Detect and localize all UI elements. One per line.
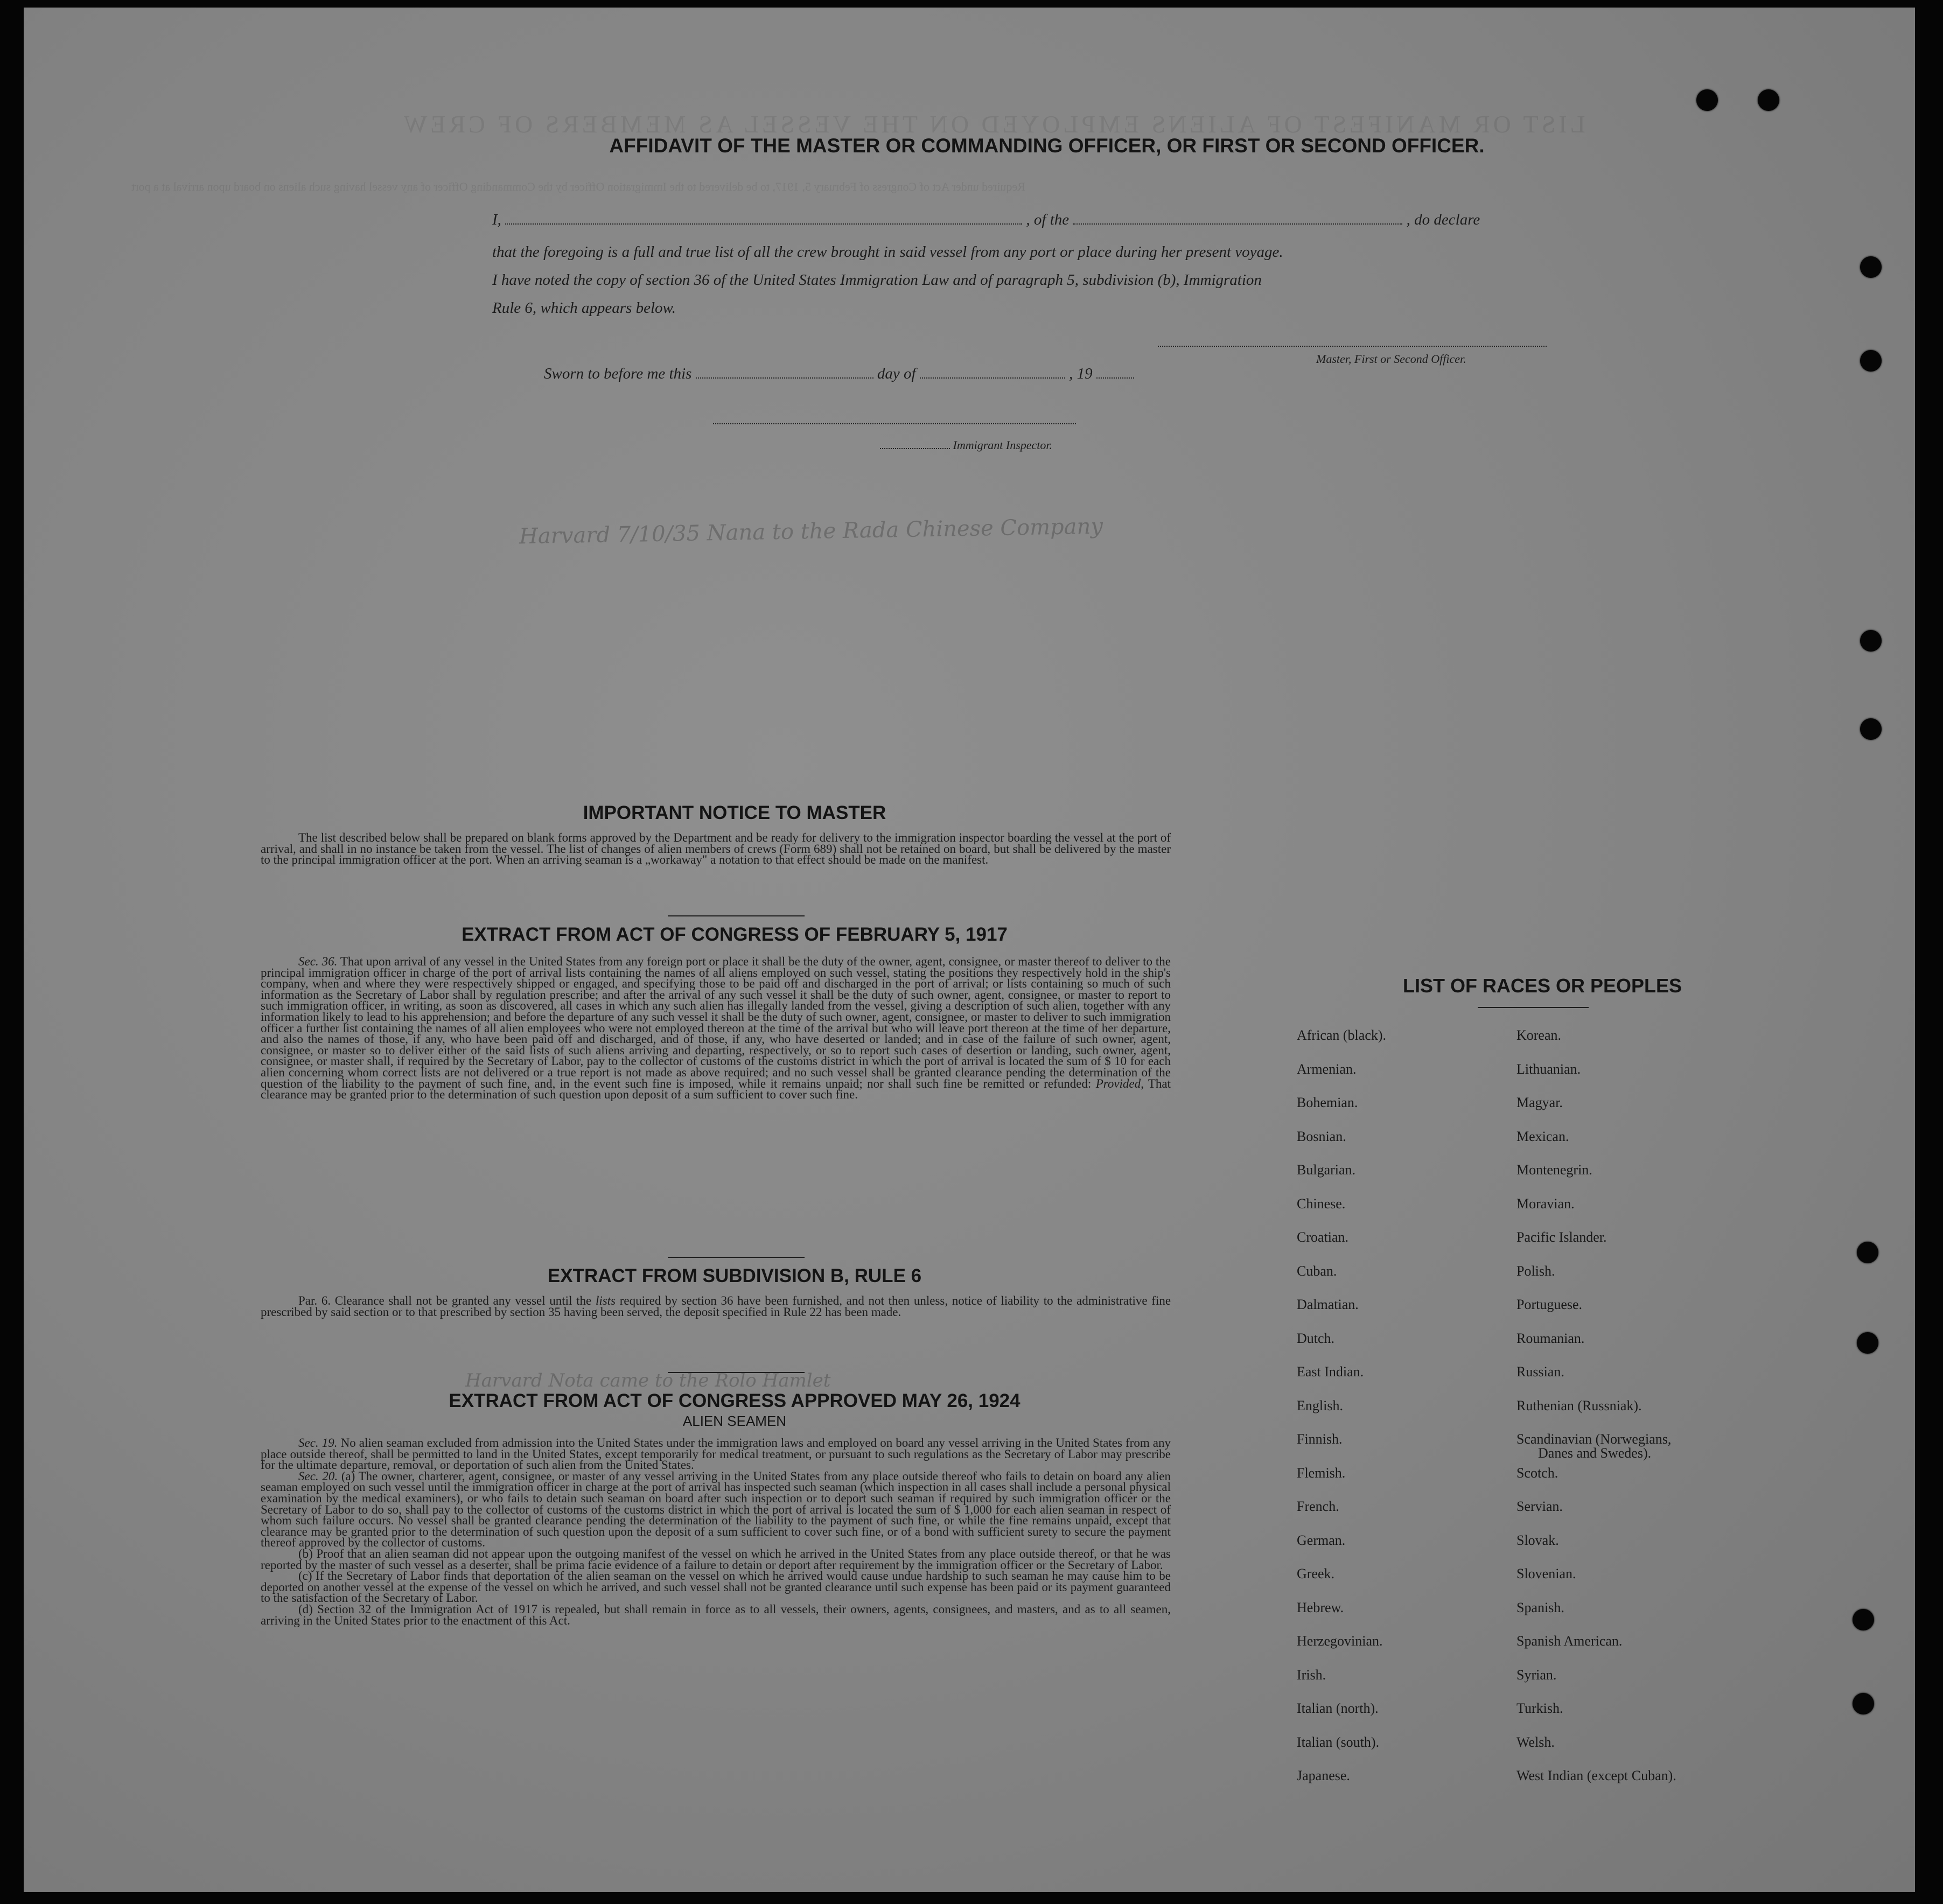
race-item: Servian. xyxy=(1516,1499,1563,1514)
punch-hole xyxy=(1860,718,1882,740)
affidavit-i-label: I, xyxy=(492,211,501,228)
punch-hole xyxy=(1860,256,1882,278)
race-item: Syrian. xyxy=(1516,1667,1557,1683)
race-item: Bohemian. xyxy=(1297,1095,1358,1110)
affidavit-title: AFFIDAVIT OF THE MASTER OR COMMANDING OFFICER, OR FIRST OR SECOND OFFICER. xyxy=(609,135,1485,157)
race-item: Scandinavian (Norwegians, xyxy=(1516,1431,1672,1447)
rule6-lists-word: lists xyxy=(595,1294,616,1307)
rule6-title: EXTRACT FROM SUBDIVISION B, RULE 6 xyxy=(547,1265,922,1286)
punch-hole xyxy=(1857,1332,1878,1354)
race-item: German. xyxy=(1297,1532,1346,1548)
race-item: Spanish. xyxy=(1516,1599,1564,1615)
race-item: Russian. xyxy=(1516,1364,1564,1380)
race-item: Greek. xyxy=(1297,1566,1335,1581)
punch-hole xyxy=(1853,1693,1874,1714)
sworn-day-field[interactable] xyxy=(696,367,873,379)
faint-handwriting: Harvard Nota came to the Rolo Hamlet xyxy=(465,1370,831,1391)
race-item: Irish. xyxy=(1297,1667,1326,1683)
race-item: Finnish. xyxy=(1297,1431,1343,1447)
race-item: Lithuanian. xyxy=(1516,1061,1581,1077)
race-item: West Indian (except Cuban). xyxy=(1516,1768,1676,1783)
punch-hole xyxy=(1853,1609,1874,1630)
act-1924-text xyxy=(261,1438,1171,1626)
race-item: Polish. xyxy=(1516,1263,1555,1279)
bleed-through-text: Required under Act of Congress of February 5, 1917, to be delivered to the Immigration Officer by the Commanding Officer of any vessel having such aliens on board upon arrival at a port xyxy=(131,180,1025,193)
inspector-line xyxy=(880,438,1052,452)
race-item: Chinese. xyxy=(1297,1195,1346,1212)
sworn-prefix: Sworn to before me this xyxy=(544,365,692,382)
affidavit-declaration-line xyxy=(492,211,1549,229)
master-signature-label: Master, First or Second Officer. xyxy=(1316,352,1466,366)
section-divider xyxy=(668,1257,805,1258)
race-item: Portuguese. xyxy=(1516,1297,1583,1312)
faint-handwriting: Harvard 7/10/35 Nana to the Rada Chinese Company xyxy=(519,514,1103,549)
race-item: English. xyxy=(1297,1397,1343,1413)
race-item: Danes and Swedes). xyxy=(1538,1445,1652,1461)
act-1924-sec19-text: No alien seaman excluded from admission into the United States under the immigration laws and employed on board any vessel arriving in the United States from any place outside thereof, shall be permitted to land in the United States, except temporarily for medical treatment, or pursuant to such regulations as the Secretary of Labor may prescribe for the ultimate departure, removal, or deportation of such alien from the United States. xyxy=(261,1436,1171,1472)
act-1924-sec19-paragraph xyxy=(261,1438,1171,1471)
document-page xyxy=(24,8,1915,1892)
affidavit-line-4: Rule 6, which appears below. xyxy=(492,299,676,317)
inspector-signature-line[interactable] xyxy=(713,423,1076,424)
race-item: Roumanian. xyxy=(1516,1330,1585,1346)
act-1924-subtitle: ALIEN SEAMEN xyxy=(682,1413,787,1429)
race-item: Slovak. xyxy=(1516,1532,1559,1548)
race-item: Herzegovinian. xyxy=(1297,1633,1383,1649)
race-item: Moravian. xyxy=(1516,1195,1575,1212)
race-item: Croatian. xyxy=(1297,1229,1349,1245)
act-1917-text-a: That upon arrival of any vessel in the United States from any foreign port or place it shall be the duty of the owner, agent, consignee, or master thereof to deliver to the principal immigration officer in charge of the port of arrival lists containing the names of all aliens employed on such vessel, stating the positions they respectively hold in the ship's company, when and where they were respectively shipped or engaged, and specifying those to be paid off and discharged in the port of arrival; or lists containing so much of such information as the Secretary of Labor shall by regulation prescribe; and after the arrival of any such vessel it shall be the duty of such owner, agent, consignee, or master to report to such immigration officer, in writing, as soon as discovered, all cases in which any such alien has illegally landed from the vessel, giving a description of such alien, together with any information likely to lead to his apprehension; and before the departure of any such vessel it shall be the duty of such owner, agent, consignee, or master to deliver to such immigration officer a further list containing the names of all alien employees who were not employed thereon at the time of the arrival but who will leave port thereon at the time of her departure, and also the names of those, if any, who have been paid off and discharged, and of those, if any, who have deserted or landed; and in case of the failure of such owner, agent, consignee, or master so to deliver either of the said lists of such aliens arriving and departing, respectively, or so to report such cases of desertion or landing, such owner, agent, consignee, or master shall, if required by the Secretary of Labor, pay to the collector of customs of the customs district in which the port of arrival is located the sum of $ 10 for each alien concerning whom correct lists are not delivered or a true report is not made as above required; and no such vessel shall be granted clearance pending the determination of the question of the liability to the payment of such fine, and, in the event such fine is imposed, while it remains unpaid; nor shall such fine be remitted or refunded: xyxy=(261,955,1171,1090)
act-1917-provided: Provided, xyxy=(1095,1076,1144,1090)
race-item: Montenegrin. xyxy=(1516,1162,1592,1178)
rule6-text-b: required by section 36 have been furnished, and not then unless, notice of liability to the administrative fine prescribed by said section or to that prescribed by section 35 having been served, the deposit specified in Rule 22 has been made. xyxy=(261,1294,1171,1319)
act-1917-sec36-paragraph xyxy=(261,956,1171,1101)
punch-hole xyxy=(1696,89,1718,111)
race-item: African (black). xyxy=(1297,1027,1387,1043)
punch-hole xyxy=(1860,630,1882,652)
rule6-text-a: Par. 6. Clearance shall not be granted any vessel until the xyxy=(298,1294,592,1307)
act-1924-sec20-label: Sec. 20. xyxy=(298,1469,338,1483)
act-1924-sec20d-paragraph: (d) Section 32 of the Immigration Act of 1917 is repealed, but shall remain in force as to all vessels, their owners, agents, consignees, and masters, and as to all seamen, arriving in the United States prior to the enactment of this Act. xyxy=(261,1602,1171,1627)
race-item: Mexican. xyxy=(1516,1128,1569,1144)
affidavit-line-3: I have noted the copy of section 36 of the United States Immigration Law and of paragraph 5, subdivision (b), Immigration xyxy=(492,271,1262,289)
act-1924-sec20a-text: (a) The owner, charterer, agent, consignee, or master of any vessel arriving in the United States from any place outside thereof who fails to detain on board any alien seaman employed on such vessel until the immigration officer in charge at the port of arrival has inspected such seaman (which inspection in all cases shall include a personal physical examination by the medical examiners), or who fails to detain such seaman on board after such inspection or to deport such seaman if required by such immigration officer or the Secretary of Labor to do so, shall pay to the collector of customs of the customs district in which the port of arrival is located the sum of $ 1,000 for each alien seaman in respect of whom such failure occurs. No vessel shall be granted clearance pending the determination of the liability to the payment of such fine, or while the fine remains unpaid, except that clearance may be granted prior to the determination of such question upon the deposit of a sum sufficient to cover such fine, or of a bond with sufficient surety to secure the payment thereof approved by the collector of customs. xyxy=(261,1469,1171,1550)
act-1917-sec-label: Sec. 36. xyxy=(298,955,338,968)
race-item: Welsh. xyxy=(1516,1734,1555,1750)
race-item: French. xyxy=(1297,1499,1339,1514)
notice-paragraph: The list described below shall be prepared on blank forms approved by the Department and be ready for delivery to the immigration inspector boarding the vessel at the port of arrival, and shall in no instance be taken from the vessel. The list of changes of alien members of crews (Form 689) shall not be retained on board, but shall be delivered by the master to the principal immigration officer at the port. When an arriving seaman is a „workaway" a notation to that effect should be made on the manifest. xyxy=(261,831,1171,867)
master-signature-line[interactable] xyxy=(1158,346,1547,347)
act-1924-title: EXTRACT FROM ACT OF CONGRESS APPROVED MAY 26, 1924 xyxy=(449,1390,1021,1411)
inspector-name-field[interactable] xyxy=(880,440,950,449)
sworn-year-label: , 19 xyxy=(1069,365,1093,382)
notice-text xyxy=(261,832,1171,866)
race-item: Bulgarian. xyxy=(1297,1162,1356,1178)
sworn-year-field[interactable] xyxy=(1096,367,1134,379)
act-1917-text xyxy=(261,956,1171,1101)
sworn-line xyxy=(544,365,1134,383)
race-item: Scotch. xyxy=(1516,1465,1558,1481)
race-item: Ruthenian (Russniak). xyxy=(1516,1397,1642,1413)
race-item: Pacific Islander. xyxy=(1516,1229,1607,1245)
races-title-underline xyxy=(1478,1007,1589,1008)
punch-hole xyxy=(1860,350,1882,372)
affidavit-vessel-field[interactable] xyxy=(1073,213,1402,225)
affidavit-do-declare-label: , do declare xyxy=(1406,211,1480,228)
rule6-text xyxy=(261,1296,1171,1318)
act-1924-sec20a-paragraph xyxy=(261,1471,1171,1549)
race-item: Dutch. xyxy=(1297,1330,1335,1346)
act-1924-sec19-label: Sec. 19. xyxy=(298,1436,338,1450)
race-item: Turkish. xyxy=(1516,1700,1563,1716)
race-item: Flemish. xyxy=(1297,1465,1346,1481)
affidavit-line-2: that the foregoing is a full and true list of all the crew brought in said vessel from any port or place during her present voyage. xyxy=(492,243,1283,261)
affidavit-name-field[interactable] xyxy=(505,213,1022,225)
sworn-month-field[interactable] xyxy=(920,367,1065,379)
race-item: Italian (south). xyxy=(1297,1734,1380,1750)
notice-title: IMPORTANT NOTICE TO MASTER xyxy=(583,802,886,823)
race-item: Magyar. xyxy=(1516,1095,1563,1110)
race-item: Cuban. xyxy=(1297,1263,1337,1279)
section-divider xyxy=(668,1372,805,1373)
race-item: East Indian. xyxy=(1297,1364,1364,1380)
race-item: Armenian. xyxy=(1297,1061,1357,1077)
punch-hole xyxy=(1758,89,1779,111)
section-divider xyxy=(668,915,805,916)
rule6-paragraph xyxy=(261,1296,1171,1318)
race-item: Spanish American. xyxy=(1516,1633,1623,1649)
race-item: Japanese. xyxy=(1297,1768,1350,1783)
act-1924-sec20c-paragraph: (c) If the Secretary of Labor finds that deportation of the alien seaman on the vessel on which he arrived would cause undue hardship to such seaman he may cause him to be deported on another vessel at the expense of the vessel on which he arrived, and such vessel shall not be granted clearance until such expense has been paid or its payment guaranteed to the satisfaction of the Secretary of Labor. xyxy=(261,1569,1171,1605)
races-title: LIST OF RACES OR PEOPLES xyxy=(1402,975,1682,997)
sworn-day-of-label: day of xyxy=(877,365,916,382)
race-item: Hebrew. xyxy=(1297,1599,1344,1615)
punch-hole xyxy=(1857,1242,1878,1263)
bleed-through-text: LIST OR MANIFEST OF ALIENS EMPLOYED ON THE VESSEL AS MEMBERS OF CREW xyxy=(401,110,1585,138)
race-item: Italian (north). xyxy=(1297,1700,1379,1716)
affidavit-of-the-label: , of the xyxy=(1026,211,1070,228)
race-item: Korean. xyxy=(1516,1027,1562,1043)
race-item: Bosnian. xyxy=(1297,1128,1346,1144)
act-1917-text-b: That clearance may be granted prior to the determination of such question upon deposit of a sum sufficient to cover such fine. xyxy=(261,1076,1171,1102)
act-1924-sec20b-paragraph: (b) Proof that an alien seaman did not appear upon the outgoing manifest of the vessel on which he arrived in the United States from any place outside thereof, or that he was reported by the master of such vessel as a deserter, shall be prima facie evidence of a failure to detain or deport after requirement by the immigration officer or the Secretary of Labor. xyxy=(261,1546,1171,1572)
inspector-label: Immigrant Inspector. xyxy=(953,438,1053,452)
act-1917-title: EXTRACT FROM ACT OF CONGRESS OF FEBRUARY 5, 1917 xyxy=(462,924,1008,945)
race-item: Slovenian. xyxy=(1516,1566,1576,1581)
race-item: Dalmatian. xyxy=(1297,1297,1359,1312)
